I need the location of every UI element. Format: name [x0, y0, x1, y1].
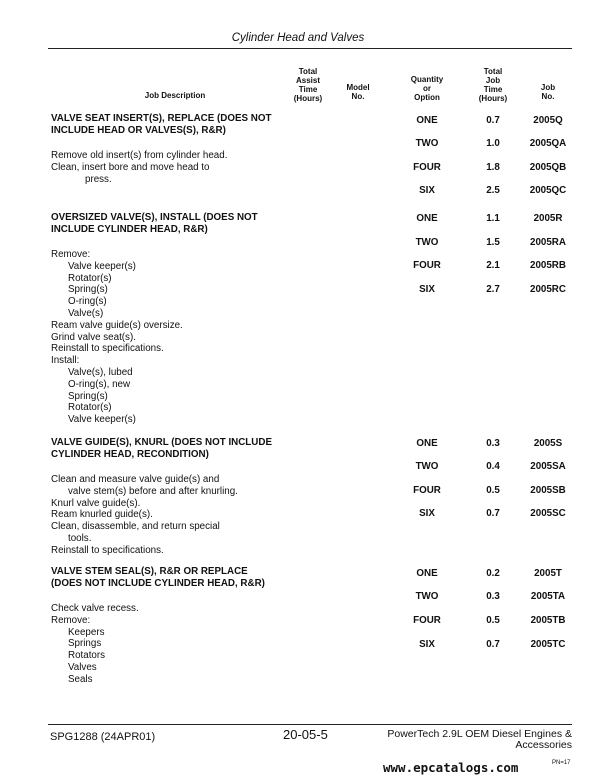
option-cell: ONE [416, 115, 438, 126]
option-cell: TWO [415, 138, 439, 149]
procedure-line: Grind valve seat(s). [51, 331, 136, 343]
option-cell: SIX [419, 284, 435, 295]
job-number-cell: 2005QC [529, 185, 567, 196]
procedure-line: Spring(s) [68, 284, 108, 296]
procedure-line: Valve keeper(s) [68, 414, 136, 426]
job-number-cell: 2005Q [533, 115, 563, 126]
footer-pn: PN=17 [552, 760, 571, 766]
col-quantity: Quantity or Option [410, 75, 444, 102]
job-number-cell: 2005RB [530, 260, 566, 271]
procedure-line: Keepers [68, 626, 105, 638]
job-time-cell: 1.5 [486, 237, 500, 248]
procedure-line: Reinstall to specifications. [51, 544, 164, 556]
option-cell: ONE [416, 213, 438, 224]
procedure-line: Ream knurled guide(s). [51, 509, 153, 521]
col-job-description: Job Description [144, 91, 206, 100]
section-title: VALVE SEAT INSERT(S), REPLACE (DOES NOT [51, 113, 272, 124]
job-time-cell: 0.7 [486, 639, 500, 650]
footer-page-number: 20-05-5 [283, 727, 328, 742]
procedure-line: Ream valve guide(s) oversize. [51, 319, 183, 331]
job-number-cell: 2005RA [530, 237, 566, 248]
job-number-cell: 2005S [533, 438, 563, 449]
option-cell: SIX [419, 639, 435, 650]
section-title: VALVE STEM SEAL(S), R&R OR REPLACE [51, 566, 248, 577]
option-cell: FOUR [413, 615, 441, 626]
job-time-cell: 2.1 [486, 260, 500, 271]
job-time-cell: 1.0 [486, 138, 500, 149]
job-number-cell: 2005SB [530, 485, 566, 496]
procedure-line: valve stem(s) before and after knurling. [68, 485, 238, 497]
section-title: INCLUDE HEAD OR VALVES(S), R&R) [51, 125, 226, 136]
procedure-line: Knurl valve guide(s). [51, 497, 141, 509]
option-cell: SIX [419, 185, 435, 196]
option-cell: TWO [415, 461, 439, 472]
col-model-no: Model No. [346, 83, 370, 101]
col-assist-time: Total Assist Time (Hours) [293, 67, 323, 103]
job-time-cell: 0.7 [486, 115, 500, 126]
job-time-cell: 0.7 [486, 508, 500, 519]
procedure-line: Check valve recess. [51, 603, 139, 614]
procedure-line: Clean, disassemble, and return special [51, 521, 220, 533]
col-job-no: Job No. [540, 83, 556, 101]
job-time-cell: 1.8 [486, 162, 500, 173]
option-cell: TWO [415, 237, 439, 248]
section-title: CYLINDER HEAD, RECONDITION) [51, 449, 209, 460]
option-cell: FOUR [413, 485, 441, 496]
job-time-cell: 2.5 [486, 185, 500, 196]
watermark: www.epcatalogs.com [383, 760, 519, 775]
job-time-cell: 0.2 [486, 568, 500, 579]
option-cell: ONE [416, 438, 438, 449]
section-title: VALVE GUIDE(S), KNURL (DOES NOT INCLUDE [51, 437, 272, 448]
footer-rule [48, 724, 572, 725]
procedure-line: press. [85, 173, 112, 185]
procedure-line: Remove: [51, 614, 91, 626]
procedure-line: Rotator(s) [68, 272, 112, 284]
section-title: (DOES NOT INCLUDE CYLINDER HEAD, R&R) [51, 578, 265, 589]
procedure-line: Clean and measure valve guide(s) and [51, 474, 220, 485]
procedure-line: Rotator(s) [68, 402, 112, 414]
procedure-line: Rotators [68, 650, 106, 662]
footer-right: PowerTech 2.9L OEM Diesel Engines & Accessories [387, 728, 572, 751]
job-time-cell: 0.5 [486, 485, 500, 496]
option-cell: TWO [415, 591, 439, 602]
footer-left: SPG1288 (24APR01) [50, 731, 156, 743]
procedure-line: O-ring(s) [68, 296, 107, 308]
col-job-time: Total Job Time (Hours) [478, 67, 508, 103]
job-number-cell: 2005SA [530, 461, 566, 472]
procedure-line: Seals [68, 673, 93, 685]
procedure-line: Remove old insert(s) from cylinder head. [51, 150, 228, 161]
job-number-cell: 2005TC [530, 639, 566, 650]
option-cell: SIX [419, 508, 435, 519]
procedure-line: Valve(s) [68, 308, 104, 319]
job-time-cell: 0.4 [486, 461, 500, 472]
job-number-cell: 2005QB [529, 162, 567, 173]
job-number-cell: 2005QA [529, 138, 567, 149]
job-time-cell: 0.3 [486, 438, 500, 449]
section-title: OVERSIZED VALVE(S), INSTALL (DOES NOT [51, 212, 258, 223]
job-time-cell: 1.1 [486, 213, 500, 224]
procedure-line: tools. [68, 533, 92, 544]
procedure-line: Install: [51, 355, 80, 367]
job-number-cell: 2005T [534, 568, 562, 579]
procedure-line: Valves [68, 662, 97, 673]
procedure-line: Spring(s) [68, 390, 108, 402]
job-number-cell: 2005TB [530, 615, 566, 626]
job-number-cell: 2005TA [530, 591, 566, 602]
procedure-line: O-ring(s), new [68, 378, 131, 390]
option-cell: FOUR [413, 260, 441, 271]
section-title: INCLUDE CYLINDER HEAD, R&R) [51, 224, 208, 235]
job-number-cell: 2005R [533, 213, 563, 224]
job-number-cell: 2005RC [530, 284, 566, 295]
job-number-cell: 2005SC [530, 508, 566, 519]
procedure-line: Valve(s), lubed [68, 367, 133, 378]
job-time-cell: 0.5 [486, 615, 500, 626]
option-cell: ONE [416, 568, 438, 579]
job-time-cell: 2.7 [486, 284, 500, 295]
page-title: Cylinder Head and Valves [231, 32, 365, 44]
procedure-line: Springs [68, 638, 102, 650]
procedure-line: Clean, insert bore and move head to [51, 161, 210, 173]
procedure-line: Reinstall to specifications. [51, 343, 164, 355]
header-rule [48, 48, 572, 49]
job-time-cell: 0.3 [486, 591, 500, 602]
option-cell: FOUR [413, 162, 441, 173]
procedure-line: Remove: [51, 249, 91, 260]
procedure-line: Valve keeper(s) [68, 260, 136, 272]
